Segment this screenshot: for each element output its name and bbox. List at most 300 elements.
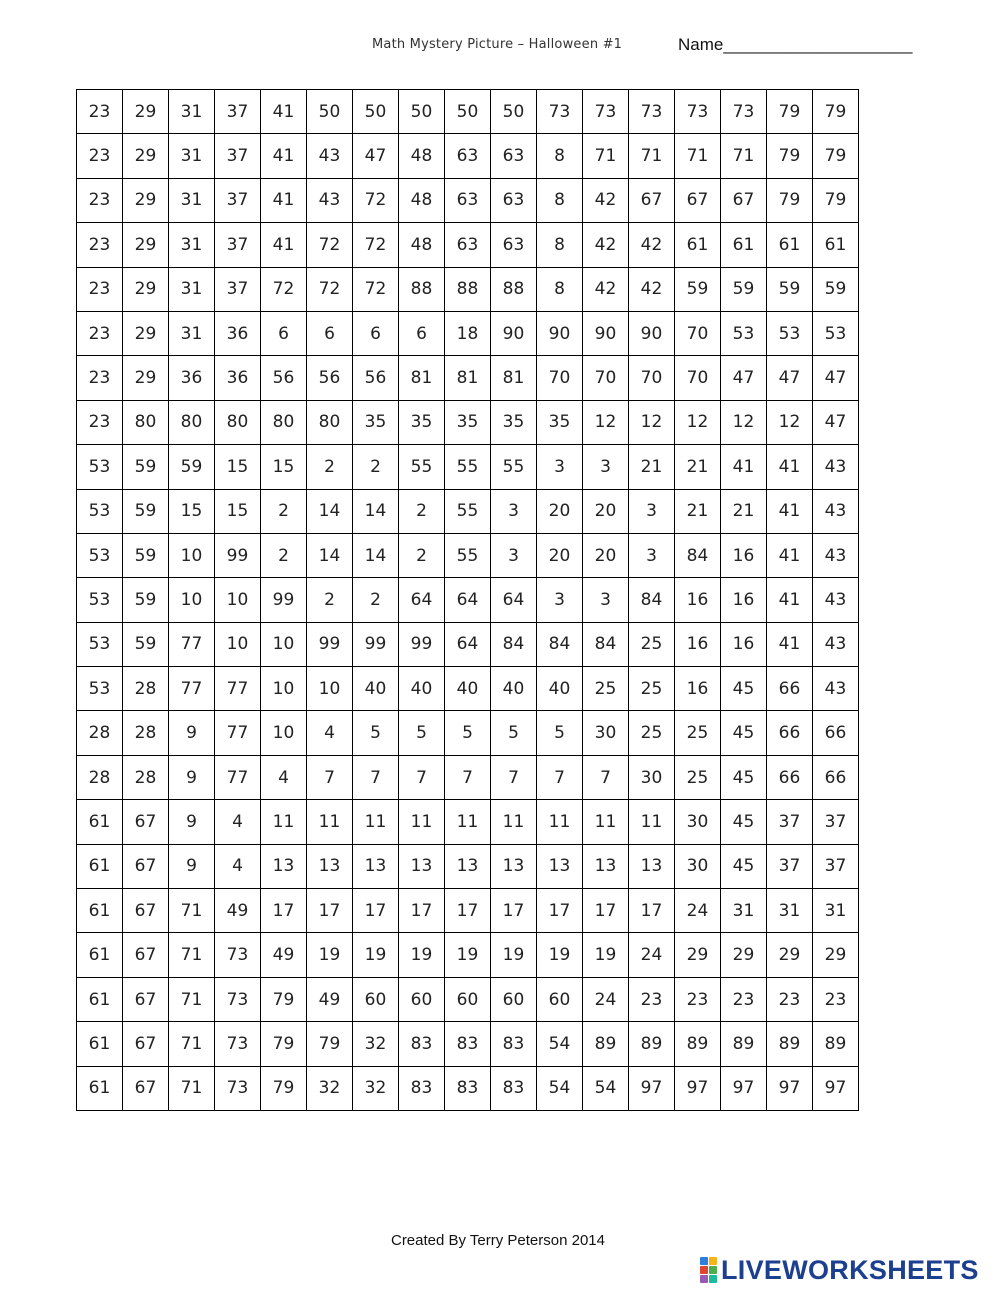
grid-cell[interactable]: 97 xyxy=(675,1066,721,1110)
grid-cell[interactable]: 5 xyxy=(353,711,399,755)
grid-cell[interactable]: 28 xyxy=(123,711,169,755)
grid-cell[interactable]: 67 xyxy=(123,844,169,888)
grid-cell[interactable]: 7 xyxy=(537,755,583,799)
grid-cell[interactable]: 66 xyxy=(813,711,859,755)
grid-cell[interactable]: 77 xyxy=(215,755,261,799)
grid-cell[interactable]: 61 xyxy=(77,1022,123,1066)
grid-cell[interactable]: 15 xyxy=(261,445,307,489)
grid-cell[interactable]: 7 xyxy=(353,755,399,799)
grid-cell[interactable]: 6 xyxy=(261,311,307,355)
grid-cell[interactable]: 31 xyxy=(169,267,215,311)
grid-cell[interactable]: 63 xyxy=(445,178,491,222)
grid-cell[interactable]: 67 xyxy=(123,1022,169,1066)
grid-cell[interactable]: 19 xyxy=(307,933,353,977)
grid-cell[interactable]: 23 xyxy=(77,267,123,311)
grid-cell[interactable]: 13 xyxy=(629,844,675,888)
grid-cell[interactable]: 41 xyxy=(767,622,813,666)
grid-cell[interactable]: 2 xyxy=(307,578,353,622)
grid-cell[interactable]: 81 xyxy=(491,356,537,400)
grid-cell[interactable]: 64 xyxy=(491,578,537,622)
grid-cell[interactable]: 84 xyxy=(583,622,629,666)
grid-cell[interactable]: 42 xyxy=(583,178,629,222)
grid-cell[interactable]: 63 xyxy=(491,134,537,178)
grid-cell[interactable]: 10 xyxy=(261,667,307,711)
grid-cell[interactable]: 15 xyxy=(169,489,215,533)
grid-cell[interactable]: 29 xyxy=(721,933,767,977)
grid-cell[interactable]: 63 xyxy=(445,223,491,267)
grid-cell[interactable]: 48 xyxy=(399,178,445,222)
grid-cell[interactable]: 12 xyxy=(721,400,767,444)
grid-cell[interactable]: 7 xyxy=(307,755,353,799)
grid-cell[interactable]: 71 xyxy=(629,134,675,178)
grid-cell[interactable]: 53 xyxy=(767,311,813,355)
grid-cell[interactable]: 28 xyxy=(77,711,123,755)
grid-cell[interactable]: 35 xyxy=(445,400,491,444)
grid-cell[interactable]: 48 xyxy=(399,223,445,267)
grid-cell[interactable]: 8 xyxy=(537,267,583,311)
grid-cell[interactable]: 73 xyxy=(675,90,721,134)
grid-cell[interactable]: 47 xyxy=(813,400,859,444)
grid-cell[interactable]: 31 xyxy=(169,178,215,222)
grid-cell[interactable]: 66 xyxy=(767,711,813,755)
grid-cell[interactable]: 9 xyxy=(169,755,215,799)
grid-cell[interactable]: 10 xyxy=(215,578,261,622)
grid-cell[interactable]: 70 xyxy=(675,311,721,355)
grid-cell[interactable]: 25 xyxy=(583,667,629,711)
grid-cell[interactable]: 13 xyxy=(537,844,583,888)
grid-cell[interactable]: 89 xyxy=(583,1022,629,1066)
grid-cell[interactable]: 80 xyxy=(123,400,169,444)
grid-cell[interactable]: 18 xyxy=(445,311,491,355)
grid-cell[interactable]: 35 xyxy=(399,400,445,444)
grid-cell[interactable]: 83 xyxy=(491,1022,537,1066)
grid-cell[interactable]: 53 xyxy=(77,667,123,711)
grid-cell[interactable]: 83 xyxy=(445,1022,491,1066)
grid-cell[interactable]: 12 xyxy=(629,400,675,444)
grid-cell[interactable]: 23 xyxy=(77,223,123,267)
grid-cell[interactable]: 50 xyxy=(353,90,399,134)
grid-cell[interactable]: 55 xyxy=(491,445,537,489)
grid-cell[interactable]: 23 xyxy=(629,977,675,1021)
grid-cell[interactable]: 11 xyxy=(583,800,629,844)
grid-cell[interactable]: 25 xyxy=(675,711,721,755)
grid-cell[interactable]: 37 xyxy=(215,178,261,222)
grid-cell[interactable]: 99 xyxy=(399,622,445,666)
grid-cell[interactable]: 36 xyxy=(215,356,261,400)
grid-cell[interactable]: 83 xyxy=(491,1066,537,1110)
grid-cell[interactable]: 10 xyxy=(169,533,215,577)
grid-cell[interactable]: 29 xyxy=(123,223,169,267)
grid-cell[interactable]: 23 xyxy=(77,178,123,222)
grid-cell[interactable]: 31 xyxy=(169,90,215,134)
grid-cell[interactable]: 73 xyxy=(629,90,675,134)
grid-cell[interactable]: 67 xyxy=(123,1066,169,1110)
grid-cell[interactable]: 61 xyxy=(77,844,123,888)
grid-cell[interactable]: 79 xyxy=(307,1022,353,1066)
grid-cell[interactable]: 37 xyxy=(813,844,859,888)
grid-cell[interactable]: 83 xyxy=(445,1066,491,1110)
grid-cell[interactable]: 66 xyxy=(767,755,813,799)
grid-cell[interactable]: 9 xyxy=(169,711,215,755)
grid-cell[interactable]: 79 xyxy=(261,977,307,1021)
grid-cell[interactable]: 31 xyxy=(767,889,813,933)
grid-cell[interactable]: 67 xyxy=(123,933,169,977)
grid-cell[interactable]: 16 xyxy=(675,578,721,622)
grid-cell[interactable]: 41 xyxy=(767,489,813,533)
grid-cell[interactable]: 70 xyxy=(537,356,583,400)
grid-cell[interactable]: 19 xyxy=(353,933,399,977)
grid-cell[interactable]: 73 xyxy=(215,1066,261,1110)
grid-cell[interactable]: 50 xyxy=(307,90,353,134)
grid-cell[interactable]: 40 xyxy=(445,667,491,711)
grid-cell[interactable]: 79 xyxy=(261,1066,307,1110)
grid-cell[interactable]: 47 xyxy=(813,356,859,400)
grid-cell[interactable]: 12 xyxy=(675,400,721,444)
grid-cell[interactable]: 61 xyxy=(77,800,123,844)
grid-cell[interactable]: 37 xyxy=(215,267,261,311)
grid-cell[interactable]: 64 xyxy=(399,578,445,622)
grid-cell[interactable]: 90 xyxy=(583,311,629,355)
grid-cell[interactable]: 25 xyxy=(675,755,721,799)
grid-cell[interactable]: 59 xyxy=(123,578,169,622)
grid-cell[interactable]: 37 xyxy=(767,800,813,844)
grid-cell[interactable]: 35 xyxy=(353,400,399,444)
grid-cell[interactable]: 29 xyxy=(123,134,169,178)
grid-cell[interactable]: 36 xyxy=(169,356,215,400)
grid-cell[interactable]: 79 xyxy=(767,90,813,134)
grid-cell[interactable]: 71 xyxy=(169,1022,215,1066)
grid-cell[interactable]: 79 xyxy=(813,178,859,222)
grid-cell[interactable]: 71 xyxy=(721,134,767,178)
grid-cell[interactable]: 89 xyxy=(675,1022,721,1066)
grid-cell[interactable]: 60 xyxy=(537,977,583,1021)
grid-cell[interactable]: 64 xyxy=(445,622,491,666)
grid-cell[interactable]: 11 xyxy=(261,800,307,844)
grid-cell[interactable]: 2 xyxy=(307,445,353,489)
grid-cell[interactable]: 61 xyxy=(77,977,123,1021)
grid-cell[interactable]: 29 xyxy=(123,311,169,355)
grid-cell[interactable]: 9 xyxy=(169,800,215,844)
grid-cell[interactable]: 59 xyxy=(123,445,169,489)
grid-cell[interactable]: 90 xyxy=(491,311,537,355)
grid-cell[interactable]: 88 xyxy=(399,267,445,311)
grid-cell[interactable]: 80 xyxy=(307,400,353,444)
grid-cell[interactable]: 59 xyxy=(123,489,169,533)
grid-cell[interactable]: 2 xyxy=(399,489,445,533)
grid-cell[interactable]: 4 xyxy=(261,755,307,799)
grid-cell[interactable]: 53 xyxy=(813,311,859,355)
grid-cell[interactable]: 23 xyxy=(813,977,859,1021)
grid-cell[interactable]: 4 xyxy=(215,844,261,888)
grid-cell[interactable]: 21 xyxy=(675,489,721,533)
grid-cell[interactable]: 59 xyxy=(123,533,169,577)
grid-cell[interactable]: 60 xyxy=(353,977,399,1021)
grid-cell[interactable]: 35 xyxy=(537,400,583,444)
grid-cell[interactable]: 24 xyxy=(629,933,675,977)
grid-cell[interactable]: 73 xyxy=(215,933,261,977)
grid-cell[interactable]: 43 xyxy=(813,445,859,489)
grid-cell[interactable]: 10 xyxy=(215,622,261,666)
grid-cell[interactable]: 31 xyxy=(169,223,215,267)
grid-cell[interactable]: 23 xyxy=(721,977,767,1021)
grid-cell[interactable]: 16 xyxy=(675,622,721,666)
grid-cell[interactable]: 45 xyxy=(721,800,767,844)
grid-cell[interactable]: 84 xyxy=(491,622,537,666)
grid-cell[interactable]: 10 xyxy=(307,667,353,711)
grid-cell[interactable]: 13 xyxy=(445,844,491,888)
grid-cell[interactable]: 79 xyxy=(767,134,813,178)
grid-cell[interactable]: 42 xyxy=(583,267,629,311)
grid-cell[interactable]: 99 xyxy=(261,578,307,622)
grid-cell[interactable]: 71 xyxy=(675,134,721,178)
grid-cell[interactable]: 97 xyxy=(813,1066,859,1110)
grid-cell[interactable]: 67 xyxy=(675,178,721,222)
grid-cell[interactable]: 7 xyxy=(583,755,629,799)
grid-cell[interactable]: 43 xyxy=(813,533,859,577)
grid-cell[interactable]: 35 xyxy=(491,400,537,444)
grid-cell[interactable]: 61 xyxy=(77,933,123,977)
grid-cell[interactable]: 53 xyxy=(77,622,123,666)
grid-cell[interactable]: 73 xyxy=(537,90,583,134)
grid-cell[interactable]: 53 xyxy=(77,578,123,622)
grid-cell[interactable]: 12 xyxy=(583,400,629,444)
grid-cell[interactable]: 37 xyxy=(767,844,813,888)
grid-cell[interactable]: 55 xyxy=(445,533,491,577)
grid-cell[interactable]: 17 xyxy=(307,889,353,933)
grid-cell[interactable]: 88 xyxy=(445,267,491,311)
grid-cell[interactable]: 37 xyxy=(813,800,859,844)
grid-cell[interactable]: 37 xyxy=(215,90,261,134)
grid-cell[interactable]: 53 xyxy=(77,533,123,577)
grid-cell[interactable]: 2 xyxy=(261,489,307,533)
grid-cell[interactable]: 8 xyxy=(537,223,583,267)
grid-cell[interactable]: 83 xyxy=(399,1022,445,1066)
grid-cell[interactable]: 60 xyxy=(399,977,445,1021)
grid-cell[interactable]: 30 xyxy=(675,800,721,844)
grid-cell[interactable]: 89 xyxy=(721,1022,767,1066)
grid-cell[interactable]: 84 xyxy=(675,533,721,577)
grid-cell[interactable]: 23 xyxy=(77,356,123,400)
grid-cell[interactable]: 29 xyxy=(675,933,721,977)
grid-cell[interactable]: 23 xyxy=(77,400,123,444)
grid-cell[interactable]: 45 xyxy=(721,844,767,888)
grid-cell[interactable]: 70 xyxy=(675,356,721,400)
grid-cell[interactable]: 40 xyxy=(491,667,537,711)
grid-cell[interactable]: 17 xyxy=(583,889,629,933)
grid-cell[interactable]: 7 xyxy=(491,755,537,799)
grid-cell[interactable]: 4 xyxy=(307,711,353,755)
grid-cell[interactable]: 30 xyxy=(583,711,629,755)
grid-cell[interactable]: 67 xyxy=(123,977,169,1021)
grid-cell[interactable]: 23 xyxy=(77,90,123,134)
grid-cell[interactable]: 28 xyxy=(123,755,169,799)
grid-cell[interactable]: 43 xyxy=(813,489,859,533)
grid-cell[interactable]: 89 xyxy=(813,1022,859,1066)
grid-cell[interactable]: 13 xyxy=(399,844,445,888)
grid-cell[interactable]: 40 xyxy=(537,667,583,711)
grid-cell[interactable]: 63 xyxy=(491,223,537,267)
grid-cell[interactable]: 3 xyxy=(583,445,629,489)
grid-cell[interactable]: 11 xyxy=(399,800,445,844)
grid-cell[interactable]: 41 xyxy=(261,90,307,134)
grid-cell[interactable]: 13 xyxy=(583,844,629,888)
grid-cell[interactable]: 19 xyxy=(445,933,491,977)
grid-cell[interactable]: 99 xyxy=(353,622,399,666)
grid-cell[interactable]: 49 xyxy=(307,977,353,1021)
grid-cell[interactable]: 20 xyxy=(583,533,629,577)
grid-cell[interactable]: 97 xyxy=(629,1066,675,1110)
grid-cell[interactable]: 11 xyxy=(537,800,583,844)
grid-cell[interactable]: 72 xyxy=(261,267,307,311)
grid-cell[interactable]: 15 xyxy=(215,445,261,489)
grid-cell[interactable]: 56 xyxy=(261,356,307,400)
grid-cell[interactable]: 21 xyxy=(629,445,675,489)
grid-cell[interactable]: 31 xyxy=(169,134,215,178)
grid-cell[interactable]: 66 xyxy=(767,667,813,711)
grid-cell[interactable]: 29 xyxy=(123,90,169,134)
grid-cell[interactable]: 14 xyxy=(307,489,353,533)
grid-cell[interactable]: 66 xyxy=(813,755,859,799)
grid-cell[interactable]: 31 xyxy=(721,889,767,933)
grid-cell[interactable]: 37 xyxy=(215,223,261,267)
grid-cell[interactable]: 31 xyxy=(813,889,859,933)
grid-cell[interactable]: 89 xyxy=(629,1022,675,1066)
grid-cell[interactable]: 48 xyxy=(399,134,445,178)
grid-cell[interactable]: 17 xyxy=(629,889,675,933)
grid-cell[interactable]: 59 xyxy=(813,267,859,311)
grid-cell[interactable]: 45 xyxy=(721,667,767,711)
grid-cell[interactable]: 59 xyxy=(123,622,169,666)
grid-cell[interactable]: 23 xyxy=(77,311,123,355)
grid-cell[interactable]: 7 xyxy=(399,755,445,799)
grid-cell[interactable]: 71 xyxy=(169,1066,215,1110)
grid-cell[interactable]: 17 xyxy=(261,889,307,933)
grid-cell[interactable]: 19 xyxy=(537,933,583,977)
grid-cell[interactable]: 41 xyxy=(767,578,813,622)
grid-cell[interactable]: 13 xyxy=(353,844,399,888)
grid-cell[interactable]: 10 xyxy=(261,711,307,755)
grid-cell[interactable]: 24 xyxy=(583,977,629,1021)
grid-cell[interactable]: 71 xyxy=(169,889,215,933)
grid-cell[interactable]: 43 xyxy=(813,578,859,622)
grid-cell[interactable]: 10 xyxy=(261,622,307,666)
grid-cell[interactable]: 2 xyxy=(353,578,399,622)
grid-cell[interactable]: 61 xyxy=(77,889,123,933)
grid-cell[interactable]: 43 xyxy=(307,134,353,178)
grid-cell[interactable]: 77 xyxy=(215,711,261,755)
grid-cell[interactable]: 28 xyxy=(77,755,123,799)
grid-cell[interactable]: 5 xyxy=(399,711,445,755)
grid-cell[interactable]: 77 xyxy=(215,667,261,711)
grid-cell[interactable]: 13 xyxy=(307,844,353,888)
grid-cell[interactable]: 99 xyxy=(307,622,353,666)
grid-cell[interactable]: 47 xyxy=(353,134,399,178)
grid-cell[interactable]: 72 xyxy=(353,223,399,267)
grid-cell[interactable]: 70 xyxy=(629,356,675,400)
grid-cell[interactable]: 36 xyxy=(215,311,261,355)
grid-cell[interactable]: 71 xyxy=(169,933,215,977)
grid-cell[interactable]: 23 xyxy=(77,134,123,178)
grid-cell[interactable]: 59 xyxy=(721,267,767,311)
grid-cell[interactable]: 40 xyxy=(353,667,399,711)
grid-cell[interactable]: 4 xyxy=(215,800,261,844)
grid-cell[interactable]: 47 xyxy=(721,356,767,400)
grid-cell[interactable]: 19 xyxy=(491,933,537,977)
grid-cell[interactable]: 5 xyxy=(537,711,583,755)
grid-cell[interactable]: 41 xyxy=(261,223,307,267)
grid-cell[interactable]: 17 xyxy=(399,889,445,933)
grid-cell[interactable]: 29 xyxy=(123,356,169,400)
grid-cell[interactable]: 17 xyxy=(537,889,583,933)
grid-cell[interactable]: 20 xyxy=(537,533,583,577)
grid-cell[interactable]: 79 xyxy=(767,178,813,222)
grid-cell[interactable]: 67 xyxy=(123,800,169,844)
grid-cell[interactable]: 43 xyxy=(813,667,859,711)
grid-cell[interactable]: 80 xyxy=(169,400,215,444)
grid-cell[interactable]: 2 xyxy=(261,533,307,577)
grid-cell[interactable]: 3 xyxy=(537,578,583,622)
grid-cell[interactable]: 77 xyxy=(169,667,215,711)
grid-cell[interactable]: 21 xyxy=(675,445,721,489)
grid-cell[interactable]: 3 xyxy=(537,445,583,489)
grid-cell[interactable]: 60 xyxy=(445,977,491,1021)
grid-cell[interactable]: 19 xyxy=(583,933,629,977)
grid-cell[interactable]: 84 xyxy=(629,578,675,622)
grid-cell[interactable]: 29 xyxy=(813,933,859,977)
grid-cell[interactable]: 29 xyxy=(123,178,169,222)
grid-cell[interactable]: 8 xyxy=(537,134,583,178)
grid-cell[interactable]: 50 xyxy=(445,90,491,134)
grid-cell[interactable]: 42 xyxy=(583,223,629,267)
grid-cell[interactable]: 3 xyxy=(629,533,675,577)
grid-cell[interactable]: 20 xyxy=(583,489,629,533)
grid-cell[interactable]: 84 xyxy=(537,622,583,666)
grid-cell[interactable]: 97 xyxy=(767,1066,813,1110)
grid-cell[interactable]: 43 xyxy=(813,622,859,666)
grid-cell[interactable]: 50 xyxy=(491,90,537,134)
grid-cell[interactable]: 11 xyxy=(445,800,491,844)
grid-cell[interactable]: 72 xyxy=(307,223,353,267)
grid-cell[interactable]: 11 xyxy=(491,800,537,844)
grid-cell[interactable]: 19 xyxy=(399,933,445,977)
grid-cell[interactable]: 42 xyxy=(629,267,675,311)
grid-cell[interactable]: 31 xyxy=(169,311,215,355)
grid-cell[interactable]: 20 xyxy=(537,489,583,533)
grid-cell[interactable]: 64 xyxy=(445,578,491,622)
grid-cell[interactable]: 15 xyxy=(215,489,261,533)
grid-cell[interactable]: 25 xyxy=(629,711,675,755)
grid-cell[interactable]: 41 xyxy=(767,445,813,489)
grid-cell[interactable]: 88 xyxy=(491,267,537,311)
grid-cell[interactable]: 80 xyxy=(215,400,261,444)
grid-cell[interactable]: 49 xyxy=(261,933,307,977)
grid-cell[interactable]: 23 xyxy=(675,977,721,1021)
grid-cell[interactable]: 41 xyxy=(721,445,767,489)
grid-cell[interactable]: 8 xyxy=(537,178,583,222)
grid-cell[interactable]: 14 xyxy=(353,533,399,577)
grid-cell[interactable]: 55 xyxy=(445,489,491,533)
grid-cell[interactable]: 32 xyxy=(353,1066,399,1110)
grid-cell[interactable]: 30 xyxy=(675,844,721,888)
grid-cell[interactable]: 2 xyxy=(353,445,399,489)
grid-cell[interactable]: 54 xyxy=(537,1022,583,1066)
grid-cell[interactable]: 55 xyxy=(399,445,445,489)
grid-cell[interactable]: 41 xyxy=(261,134,307,178)
grid-cell[interactable]: 61 xyxy=(721,223,767,267)
grid-cell[interactable]: 61 xyxy=(675,223,721,267)
grid-cell[interactable]: 73 xyxy=(721,90,767,134)
grid-cell[interactable]: 80 xyxy=(261,400,307,444)
